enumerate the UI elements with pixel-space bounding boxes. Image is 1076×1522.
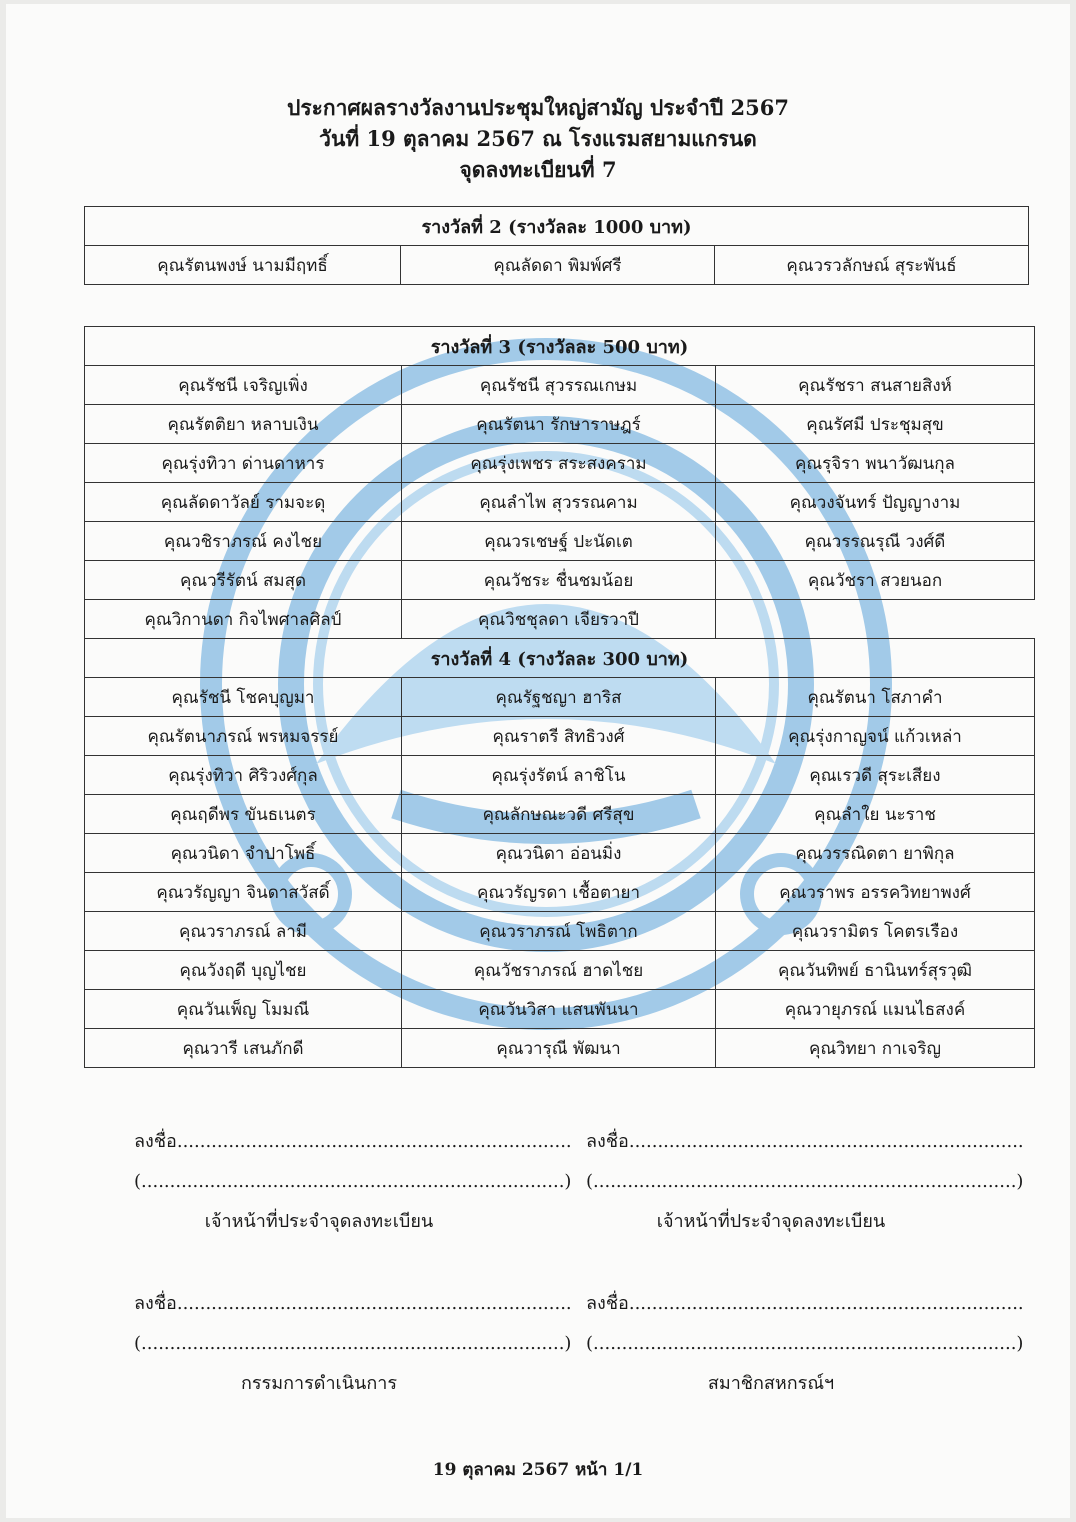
empty-cell <box>716 600 1035 639</box>
winner-name: คุณวรามิตร โคตรเรือง <box>716 912 1035 951</box>
table-row <box>85 756 1035 795</box>
signature-name-line: (..........................................................................) <box>586 1333 1024 1354</box>
header-date-venue: วันที่ 19 ตุลาคม 2567 ณ โรงแรมสยามแกรนด <box>319 126 757 151</box>
winner-name: คุณรัตติยา หลาบเงิน <box>85 405 402 444</box>
winner-name: คุณวรีรัตน์ สมสุด <box>85 561 402 600</box>
winner-name: คุณรัตนาภรณ์ พรหมจรรย์ <box>85 717 402 756</box>
winner-name: คุณวนิดา จำปาโพธิ์ <box>85 834 402 873</box>
table-row <box>85 1029 1035 1068</box>
signature-line: ลงชื่อ..................................................................... <box>586 1293 1024 1314</box>
header-title: ประกาศผลรางวัลงานประชุมใหญ่สามัญ ประจำปี 2567 <box>287 95 789 120</box>
document-page <box>6 4 1070 1518</box>
winner-name: คุณลำใย นะราช <box>716 795 1035 834</box>
winner-name: คุณวราภรณ์ ลามี <box>85 912 402 951</box>
winner-name: คุณวงจันทร์ ปัญญางาม <box>716 483 1035 522</box>
winner-name: คุณรัฐชญา ฮาริส <box>402 678 716 717</box>
table-row <box>85 873 1035 912</box>
table-row <box>85 561 1035 600</box>
signature-role: เจ้าหน้าที่ประจำจุดลงทะเบียน <box>204 1211 434 1232</box>
table-row <box>85 366 1035 405</box>
winner-name: คุณรัชนี สุวรรณเกษม <box>402 366 716 405</box>
winner-name: คุณวารุณี พัฒนา <box>402 1029 716 1068</box>
table-row <box>85 795 1035 834</box>
table-row <box>85 405 1035 444</box>
header-registration-point: จุดลงทะเบียนที่ 7 <box>459 157 617 182</box>
winner-name: คุณวรเชษฐ์ ปะนัดเต <box>402 522 716 561</box>
winner-name: คุณรุ่งกาญจน์ แก้วเหล่า <box>716 717 1035 756</box>
table-row <box>85 483 1035 522</box>
winner-name: คุณลัดดาวัลย์ รามจะดุ <box>85 483 402 522</box>
prize-3-title: รางวัลที่ 3 (รางวัลละ 500 บาท) <box>85 327 1035 366</box>
signature-block-registration-officer-2 <box>586 1122 1024 1240</box>
winner-name: คุณรัชนี โชคบุญมา <box>85 678 402 717</box>
winner-name: คุณวันทิพย์ ธานินทร์สุรวุฒิ <box>716 951 1035 990</box>
winner-name: คุณวัชราภรณ์ ฮาดไชย <box>402 951 716 990</box>
winner-name: คุณราตรี สิทธิวงศ์ <box>402 717 716 756</box>
table-row <box>85 912 1035 951</box>
winner-name: คุณรุ่งทิวา ด่านดาหาร <box>85 444 402 483</box>
signature-line: ลงชื่อ..................................................................... <box>134 1293 572 1314</box>
signature-role: เจ้าหน้าที่ประจำจุดลงทะเบียน <box>656 1211 886 1232</box>
winner-name: คุณรัตนา รักษาราษฎร์ <box>402 405 716 444</box>
table-row <box>85 522 1035 561</box>
winner-name: คุณวันเพ็ญ โมมณี <box>85 990 402 1029</box>
signature-block-registration-officer-1 <box>134 1122 572 1240</box>
winner-name: คุณวรรณิดตา ยาพิกุล <box>716 834 1035 873</box>
winner-name: คุณรุจิรา พนาวัฒนกุล <box>716 444 1035 483</box>
prize-2-table <box>84 206 1029 285</box>
table-row <box>85 600 1035 639</box>
winner-name: คุณวิกานดา กิจไพศาลศิลป์ <box>85 600 402 639</box>
signature-name-line: (..........................................................................) <box>134 1171 572 1192</box>
table-row <box>85 444 1035 483</box>
signature-block-committee <box>134 1284 572 1402</box>
table-row <box>85 678 1035 717</box>
winner-name: คุณวิชชุลดา เจียรวาปี <box>402 600 716 639</box>
winner-name: คุณลำไพ สุวรรณคาม <box>402 483 716 522</box>
winner-name: คุณฤดีพร ขันธเนตร <box>85 795 402 834</box>
prize-3-4-table <box>84 326 1035 1068</box>
winner-name: คุณวรัญญา จินดาสวัสดิ์ <box>85 873 402 912</box>
signature-name-line: (..........................................................................) <box>586 1171 1024 1192</box>
winner-name: คุณวิทยา กาเจริญ <box>716 1029 1035 1068</box>
winner-name: คุณวัชรา สวยนอก <box>716 561 1035 600</box>
page-footer: 19 ตุลาคม 2567 หน้า 1/1 <box>432 1460 644 1480</box>
winner-name: คุณเรวดี สุระเสียง <box>716 756 1035 795</box>
winner-name: คุณวารี เสนภักดี <box>85 1029 402 1068</box>
announcement-header <box>6 92 1070 185</box>
winner-name: คุณวายุภรณ์ แมนไธสงค์ <box>716 990 1035 1029</box>
winner-name: คุณรุ่งทิวา ศิริวงศ์กุล <box>85 756 402 795</box>
signature-line: ลงชื่อ..................................................................... <box>134 1131 572 1152</box>
winner-name: คุณวรรณรุณี วงศ์ดี <box>716 522 1035 561</box>
prize-4-title: รางวัลที่ 4 (รางวัลละ 300 บาท) <box>85 639 1035 678</box>
winner-name: คุณรัตนา โสภาคำ <box>716 678 1035 717</box>
winner-name: คุณรุ่งเพชร สระสงคราม <box>402 444 716 483</box>
winner-name: คุณรุ่งรัตน์ ลาชิโน <box>402 756 716 795</box>
signature-block-member <box>586 1284 1024 1402</box>
winner-name: คุณวราพร อรรควิทยาพงศ์ <box>716 873 1035 912</box>
winner-name: คุณวัชระ ชื่นชมน้อย <box>402 561 716 600</box>
winner-name: คุณวนิดา อ่อนมิ่ง <box>402 834 716 873</box>
winner-name: คุณลักษณะวดี ศรีสุข <box>402 795 716 834</box>
winner-name: คุณวราภรณ์ โพธิตาก <box>402 912 716 951</box>
signature-line: ลงชื่อ..................................................................... <box>586 1131 1024 1152</box>
winner-name: คุณวชิราภรณ์ คงไชย <box>85 522 402 561</box>
winner-name: คุณวรัญรดา เชื้อตายา <box>402 873 716 912</box>
winner-name: คุณรัศมี ประชุมสุข <box>716 405 1035 444</box>
signature-name-line: (..........................................................................) <box>134 1333 572 1354</box>
prize-2-title: รางวัลที่ 2 (รางวัลละ 1000 บาท) <box>85 207 1029 246</box>
table-row <box>85 834 1035 873</box>
table-row <box>85 951 1035 990</box>
signature-role: สมาชิกสหกรณ์ฯ <box>707 1373 835 1394</box>
signature-role: กรรมการดำเนินการ <box>240 1373 397 1394</box>
winner-name: คุณลัดดา พิมพ์ศรี <box>401 246 715 285</box>
table-row <box>85 990 1035 1029</box>
winner-name: คุณรัชรา สนสายสิงห์ <box>716 366 1035 405</box>
winner-name: คุณวันวิสา แสนพันนา <box>402 990 716 1029</box>
winner-name: คุณวังฤดี บุญไชย <box>85 951 402 990</box>
table-row <box>85 717 1035 756</box>
winner-name: คุณรัชนี เจริญเพิ่ง <box>85 366 402 405</box>
winner-name: คุณวรวลักษณ์ สุระพันธ์ <box>715 246 1029 285</box>
winner-name: คุณรัตนพงษ์ นามมีฤทธิ์ <box>85 246 401 285</box>
table-row <box>85 246 1029 285</box>
